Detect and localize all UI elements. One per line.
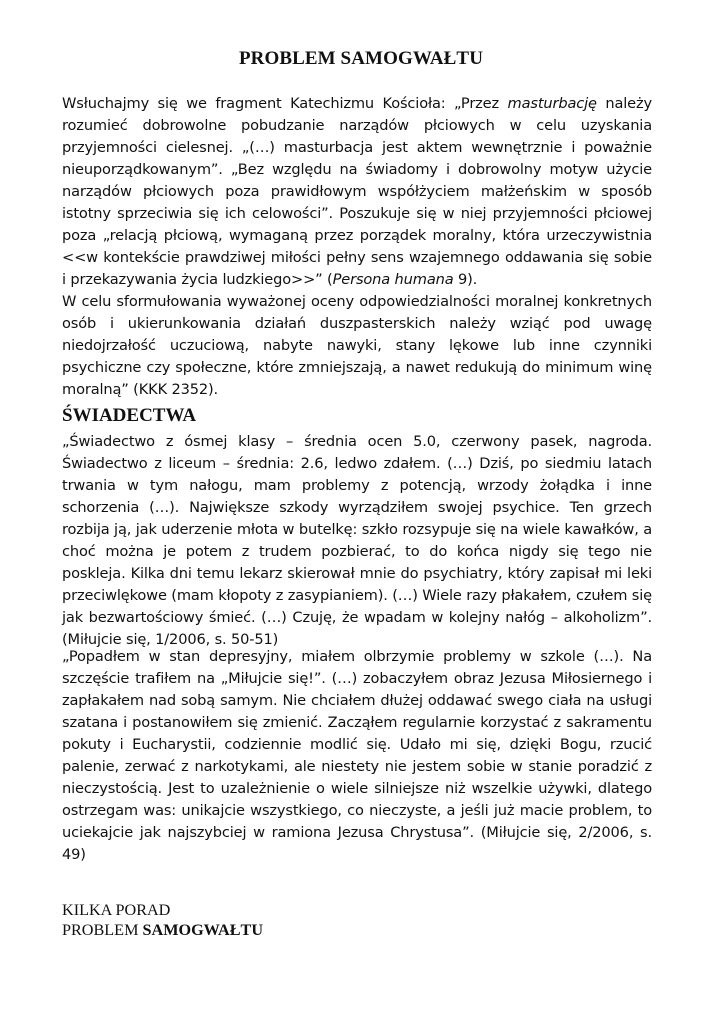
testimony-2-text: „Popadłem w stan depresyjny, miałem olbrzymie problemy w szkole (…). Na szczęście trafiłem na „Miłujcie się!”. (…) zobaczyłem obraz Jezusa Miłosiernego i zapłakałem nad sobą samym. Nie chciałem dłużej oddawać swego ciała na usługi szatana i postanowiłem się zmienić. Zacząłem regularnie korzystać z sakramentu pokuty i Eucharystii, codziennie modlić się. Udało mi się, dzięki Bogu, rzucić palenie, zerwać z narkotykami, ale niestety nie jestem sobie w stanie poradzić z nieczystością. Jest to uzależnienie o wiele silniejsze niż wszelkie używki, dlatego ostrzegam was: unikajcie wszystkiego, co nieczyste, a jeśli już macie problem, to uciekajcie jak najszybciej w ramiona Jezusa Chrystusa”. (Miłujcie się, 2/2006, s. 49)	[62, 648, 652, 863]
footer-line-2	[62, 920, 263, 940]
intro-text	[62, 93, 652, 401]
intro-text-segment: Wsłuchajmy się we fragment Katechizmu Kościoła: „Przez	[62, 95, 508, 112]
intro-italic-term: masturbację	[507, 95, 597, 112]
testimony-1-text: „Świadectwo z ósmej klasy – średnia ocen 5.0, czerwony pasek, nagroda. Świadectwo z liceum – średnia: 2.6, ledwo zdałem. (…) Dziś, po siedmiu latach trwania w tym nałogu, mam problemy z potencją, wrzody żołądka i inne schorzenia (…). Największe szkody wyrządziłem swojej psychice. Ten grzech rozbija ją, jak uderzenie młota w butelkę: szkło rozsypuje się na wiele kawałków, a choć można je potem z trudem pozbierać, to do końca nigdy się tego nie poskleja. Kilka dni temu lekarz skierował mnie do psychiatry, który zapisał mi leki przeciwlękowe (mam kłopoty z zasypianiem). (…) Wiele razy płakałem, czułem się jak bezwartościowy śmieć. (…) Czuję, że wpadam w kolejny nałóg – alkoholizm”. (Miłujcie się, 1/2006, s. 50-51)	[62, 433, 652, 648]
section-heading: ŚWIADECTWA	[62, 405, 197, 426]
footer	[62, 900, 263, 940]
intro-text-segment: należy rozumieć dobrowolne pobudzanie narządów płciowych w celu uzyskania przyjemności cielesnej. „(…) masturbacja jest aktem wewnętrznie i poważnie nieuporządkowanym”. „Bez względu na świadomy i dobrowolny motyw użycie narządów płciowych poza prawidłowym współżyciem małżeńskim w sposób istotny sprzeciwia się ich celowości”. Poszukuje się w niej przyjemności płciowej poza „relacją płciową, wymaganą przez porządek moralny, która urzeczywistnia <<w kontekście prawdziwej miłości pełny sens wzajemnego oddawania się sobie i przekazywania życia ludzkiego>>” (	[62, 95, 652, 288]
intro-italic-citation: Persona humana	[332, 271, 454, 288]
testimony-1	[62, 431, 652, 651]
intro-text-segment: 9).	[453, 271, 478, 288]
testimony-2	[62, 646, 652, 866]
footer-line-2-bold: SAMOGWAŁTU	[142, 921, 264, 939]
footer-line-2-text: PROBLEM	[62, 921, 143, 939]
intro-paragraph-2: W celu sformułowania wyważonej oceny odpowiedzialności moralnej konkretnych osób i ukierunkowania działań duszpasterskich należy wziąć pod uwagę niedojrzałość uczuciową, nabyte nawyki, stany lękowe lub inne czynniki psychiczne czy społeczne, które zmniejszają, a nawet redukują do minimum winę moralną” (KKK 2352).	[62, 293, 652, 398]
page-title: PROBLEM SAMOGWAŁTU	[238, 48, 484, 69]
footer-line-1: KILKA PORAD	[62, 901, 171, 919]
intro-paragraph-1	[62, 93, 652, 291]
